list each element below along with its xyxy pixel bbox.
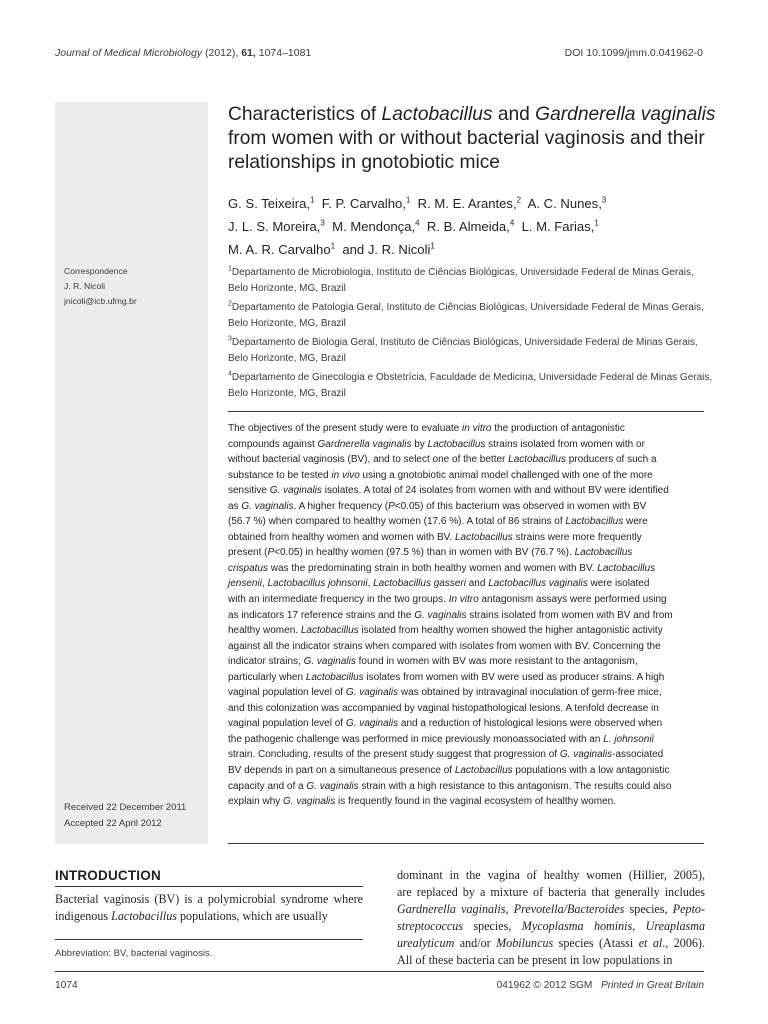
sidebar-panel [55, 102, 208, 844]
author-affiliation-mark: 1 [330, 241, 336, 251]
author: A. C. Nunes,$^3$ [527, 196, 607, 212]
author: L. M. Farias,$^1$ [521, 218, 599, 235]
journal-pages: 1074–1081 [258, 47, 312, 59]
text-line: vaginal population level of G. vaginalis was obtained by intravaginal inoculation of germ-free mice, [228, 687, 662, 699]
correspondence-email[interactable]: jnicoli@icb.ufmg.br [64, 296, 137, 306]
text-line: compounds against Gardnerella vaginalis by Lactobacillus strains isolated from women with or [228, 438, 645, 450]
journal-year: (2012), [205, 47, 239, 59]
author-list [228, 191, 718, 260]
author-affiliation-mark: 3 [601, 196, 607, 205]
affiliation-text: Departamento de Ginecologia e Obstetrícia, Faculdade de Medicina, Universidade Federal de Minas Gerais, Belo Horizonte, MG, Brazil [228, 372, 713, 399]
author: G. S. Teixeira,$^1$ [228, 196, 315, 212]
affiliation-2 [228, 300, 713, 331]
text-line: and this colonization was accompanied by vaginal histopathological lesions. A tenfold decrease in [228, 702, 659, 714]
author-line [228, 191, 718, 214]
text-line: The objectives of the present study were to evaluate in vitro the production of antagonistic [228, 423, 625, 434]
affiliation-number: 2 [228, 300, 232, 308]
abbreviation-footnote: Abbreviation: BV, bacterial vaginosis. [55, 948, 213, 959]
author: M. A. R. Carvalho$^1$ [228, 241, 336, 258]
divider [228, 411, 704, 412]
text-line: indigenous Lactobacillus populations, which are usually [55, 909, 328, 923]
intro-left-column [55, 891, 363, 925]
affiliation-number: 1 [228, 265, 232, 273]
article-title [228, 103, 718, 175]
author: R. M. E. Arantes,$^2$ [417, 196, 522, 212]
divider [228, 843, 704, 844]
author: J. L. S. Moreira,$^3$ [228, 218, 325, 235]
title-part-italic: Gardnerella vaginalis [535, 104, 716, 125]
author-line [228, 214, 718, 237]
accepted-date: Accepted 22 April 2012 [64, 818, 162, 829]
affiliation-text: Departamento de Biologia Geral, Instituto de Ciências Biológicas, Universidade Federal de Minas Gerais, Belo Horizonte, MG, Brazil [228, 337, 698, 364]
text-line: capacity and of a G. vaginalis strain with a high resistance to this antagonism. The results could also [228, 780, 672, 792]
author: and J. R. Nicoli$^1$ [342, 241, 435, 258]
correspondence-label: Correspondence [64, 266, 128, 276]
text-line: as indicators 17 reference strains and the G. vaginalis strains isolated from women with BV and from [228, 609, 673, 621]
author-line [228, 237, 718, 260]
text-line: strain. Concluding, results of the present study suggest that progression of G. vaginalis-associated [228, 749, 664, 761]
text-line: present (P<0.05) in healthy women (97.5 %) than in women with BV (76.7 %). Lactobacillus [228, 547, 633, 559]
text-line: against all the indicator strains when compared with isolates from women with BV. Concerning the [228, 640, 661, 652]
affiliation-1 [228, 265, 713, 296]
text-line: streptococcus species, Mycoplasma hominis, Ureaplasma [397, 919, 706, 933]
journal-name: Journal of Medical Microbiology [55, 47, 203, 59]
affiliation-3 [228, 335, 713, 366]
author: R. B. Almeida,$^4$ [426, 218, 515, 235]
affiliation-number: 3 [228, 335, 232, 343]
title-part: Characteristics of [228, 104, 382, 125]
intro-right-column [397, 867, 705, 969]
title-part-italic: Lactobacillus [381, 104, 493, 125]
text-line: BV depends in part on a simultaneous presence of Lactobacillus populations with a low antagonistic [228, 765, 670, 777]
copyright-text: 041962 © 2012 SGM [496, 980, 593, 991]
abstract [228, 421, 704, 810]
affiliation-number: 4 [228, 370, 232, 378]
text-line: urealyticum and/or Mobiluncus species (Atassi et al., 2006). [397, 936, 705, 950]
text-line: dominant in the vagina of healthy women (Hillier, 2005), [397, 868, 705, 882]
text-line: obtained from healthy women and women with BV. Lactobacillus strains were more frequently [228, 531, 642, 543]
page-number: 1074 [55, 980, 78, 991]
author: M. Mendonça,$^4$ [332, 218, 420, 235]
divider [55, 971, 704, 972]
text-line: (56.7 %) when compared to healthy women (17.6 %). A total of 86 strains of Lactobacillus were [228, 516, 648, 528]
text-line: All of these bacteria can be present in low populations in [397, 953, 673, 967]
author-affiliation-mark: 4 [509, 218, 515, 228]
text-line: with an intermediate frequency in the two groups. In vitro antagonism assays were performed using [228, 594, 667, 606]
affiliation-text: Departamento de Microbiologia, Instituto de Ciências Biológicas, Universidade Federal de Minas Gerais, Belo Horizonte, MG, Brazil [228, 267, 694, 294]
text-line: as G. vaginalis. A higher frequency (P<0.05) of this bacterium was observed in women with BV [228, 500, 647, 512]
text-line: are replaced by a mixture of bacteria that generally includes [397, 885, 705, 899]
text-line: without bacterial vaginosis (BV), and to select one of the better Lactobacillus producers of such a [228, 454, 657, 466]
text-line: indicator strains, G. vaginalis found in women with BV was more resistant to the antagonism, [228, 656, 638, 668]
journal-volume: 61, [241, 47, 256, 59]
doi: DOI 10.1099/jmm.0.041962-0 [564, 47, 703, 59]
text-line: particularly when Lactobacillus isolates from women with BV were used as producer strains. A high [228, 671, 665, 683]
title-part: from women with or without bacterial vaginosis and their relationships in gnotobiotic mice [228, 128, 705, 173]
text-line: Gardnerella vaginalis, Prevotella/Bacteroides species, Pepto- [397, 902, 706, 916]
author-affiliation-mark: 1 [594, 218, 599, 228]
printed-text: Printed in Great Britain [600, 980, 704, 991]
author-affiliation-mark: 3 [320, 218, 325, 228]
affiliation-4 [228, 370, 713, 401]
footer-copyright [497, 980, 704, 991]
author-affiliation-mark: 1 [405, 196, 411, 205]
title-part: and [492, 104, 536, 125]
author-affiliation-mark: 1 [430, 241, 435, 251]
text-line: Bacterial vaginosis (BV) is a polymicrobial syndrome where [55, 892, 363, 906]
received-date: Received 22 December 2011 [64, 802, 187, 813]
text-line: crispatus was the predominating strain in both healthy women and women with BV. Lactobacillus [228, 562, 656, 574]
author: F. P. Carvalho,$^1$ [321, 196, 411, 212]
author-affiliation-mark: 4 [415, 218, 420, 228]
text-line: the pathogenic challenge was performed in mice previously monoassociated with an L. johnsonii [228, 733, 654, 745]
text-line: jensenii, Lactobacillus johnsonii, Lactobacillus gasseri and Lactobacillus vaginalis were isolated [228, 578, 650, 590]
text-line: explain why G. vaginalis is frequently found in the vaginal ecosystem of healthy women. [228, 796, 616, 808]
section-heading-introduction: INTRODUCTION [55, 868, 161, 883]
text-line: vaginal population level of G. vaginalis and a reduction of histological lesions were observed when [228, 718, 663, 730]
author-affiliation-mark: 1 [310, 196, 315, 205]
divider [55, 886, 363, 887]
correspondence-name: J. R. Nicoli [64, 281, 106, 291]
text-line: sensitive G. vaginalis isolates. A total of 24 isolates from women with and without BV were identified [228, 485, 669, 497]
text-line: substance to be tested in vivo using a gnotobiotic animal model challenged with one of the more [228, 469, 653, 481]
author-affiliation-mark: 2 [516, 196, 522, 205]
divider [55, 939, 363, 940]
journal-citation [55, 47, 311, 59]
affiliation-text: Departamento de Patologia Geral, Instituto de Ciências Biológicas, Universidade Federal de Minas Gerais, Belo Horizonte, MG, Brazil [228, 302, 704, 329]
text-line: healthy women. Lactobacillus isolated from healthy women showed the higher antagonistic activity [228, 625, 663, 637]
